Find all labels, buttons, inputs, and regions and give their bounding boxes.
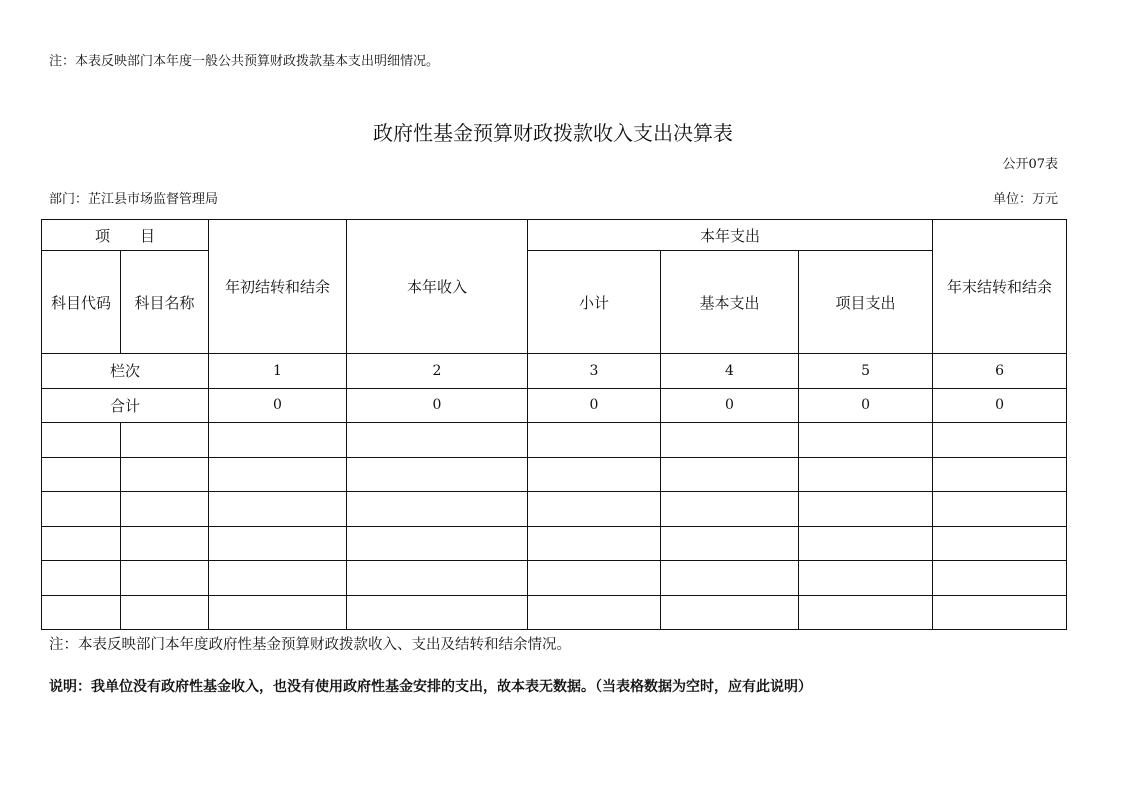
empty-cell [933,526,1067,561]
total-cell: 0 [347,388,528,423]
empty-row [42,457,1067,492]
fund-budget-table [41,219,1067,630]
index-cell: 6 [933,354,1067,389]
empty-cell [42,595,121,630]
department-label: 部门：芷江县市场监督管理局 [49,192,219,207]
empty-cell [209,423,347,458]
empty-cell [799,595,933,630]
empty-cell [347,457,528,492]
header-name: 科目名称 [121,251,209,354]
empty-cell [347,595,528,630]
empty-cell [121,457,209,492]
empty-cell [661,457,799,492]
empty-cell [661,526,799,561]
total-cell: 0 [799,388,933,423]
index-cell: 5 [799,354,933,389]
empty-cell [121,526,209,561]
header-project: 项目支出 [799,251,933,354]
header-expense: 本年支出 [528,220,933,251]
empty-row [42,526,1067,561]
total-cell: 0 [209,388,347,423]
unit-label: 单位：万元 [992,192,1058,207]
empty-cell [42,561,121,596]
header-basic: 基本支出 [661,251,799,354]
row-total-label: 合计 [42,388,209,423]
empty-cell [933,561,1067,596]
header-item: 项 目 [42,220,209,251]
empty-cell [933,423,1067,458]
empty-cell [209,526,347,561]
total-cell: 0 [661,388,799,423]
page-title: 政府性基金预算财政拨款收入支出决算表 [373,121,733,145]
form-number: 公开07表 [1002,157,1058,172]
explanation-note: 说明：我单位没有政府性基金收入，也没有使用政府性基金安排的支出，故本表无数据。（当表格数据为空时，应有此说明） [49,679,812,695]
empty-cell [799,561,933,596]
empty-cell [347,492,528,527]
empty-cell [528,457,661,492]
empty-cell [799,423,933,458]
empty-row [42,492,1067,527]
empty-cell [347,526,528,561]
row-index [42,354,1067,389]
total-cell: 0 [528,388,661,423]
empty-cell [42,492,121,527]
empty-cell [347,561,528,596]
empty-cell [528,595,661,630]
empty-cell [528,561,661,596]
empty-cell [209,595,347,630]
empty-cell [121,561,209,596]
empty-cell [121,492,209,527]
empty-cell [661,423,799,458]
empty-cell [209,492,347,527]
empty-cell [661,561,799,596]
index-cell: 4 [661,354,799,389]
empty-cell [933,492,1067,527]
empty-cell [528,423,661,458]
index-cell: 1 [209,354,347,389]
header-code: 科目代码 [42,251,121,354]
empty-row [42,595,1067,630]
index-cell: 3 [528,354,661,389]
header-subtotal: 小计 [528,251,661,354]
empty-row [42,423,1067,458]
empty-cell [42,457,121,492]
empty-cell [661,595,799,630]
index-cell: 2 [347,354,528,389]
empty-cell [799,492,933,527]
row-total [42,388,1067,423]
empty-cell [209,561,347,596]
empty-cell [933,595,1067,630]
empty-cell [528,526,661,561]
header-begin-balance: 年初结转和结余 [209,220,347,354]
row-index-label: 栏次 [42,354,209,389]
empty-cell [661,492,799,527]
empty-cell [121,423,209,458]
empty-cell [209,457,347,492]
total-cell: 0 [933,388,1067,423]
empty-row [42,561,1067,596]
empty-cell [933,457,1067,492]
empty-cell [42,526,121,561]
empty-cell [347,423,528,458]
empty-cell [799,526,933,561]
top-note: 注：本表反映部门本年度一般公共预算财政拨款基本支出明细情况。 [49,54,440,69]
bottom-note: 注：本表反映部门本年度政府性基金预算财政拨款收入、支出及结转和结余情况。 [49,637,571,653]
header-income: 本年收入 [347,220,528,354]
empty-cell [799,457,933,492]
empty-cell [42,423,121,458]
empty-cell [528,492,661,527]
header-end-balance: 年末结转和结余 [933,220,1067,354]
empty-cell [121,595,209,630]
